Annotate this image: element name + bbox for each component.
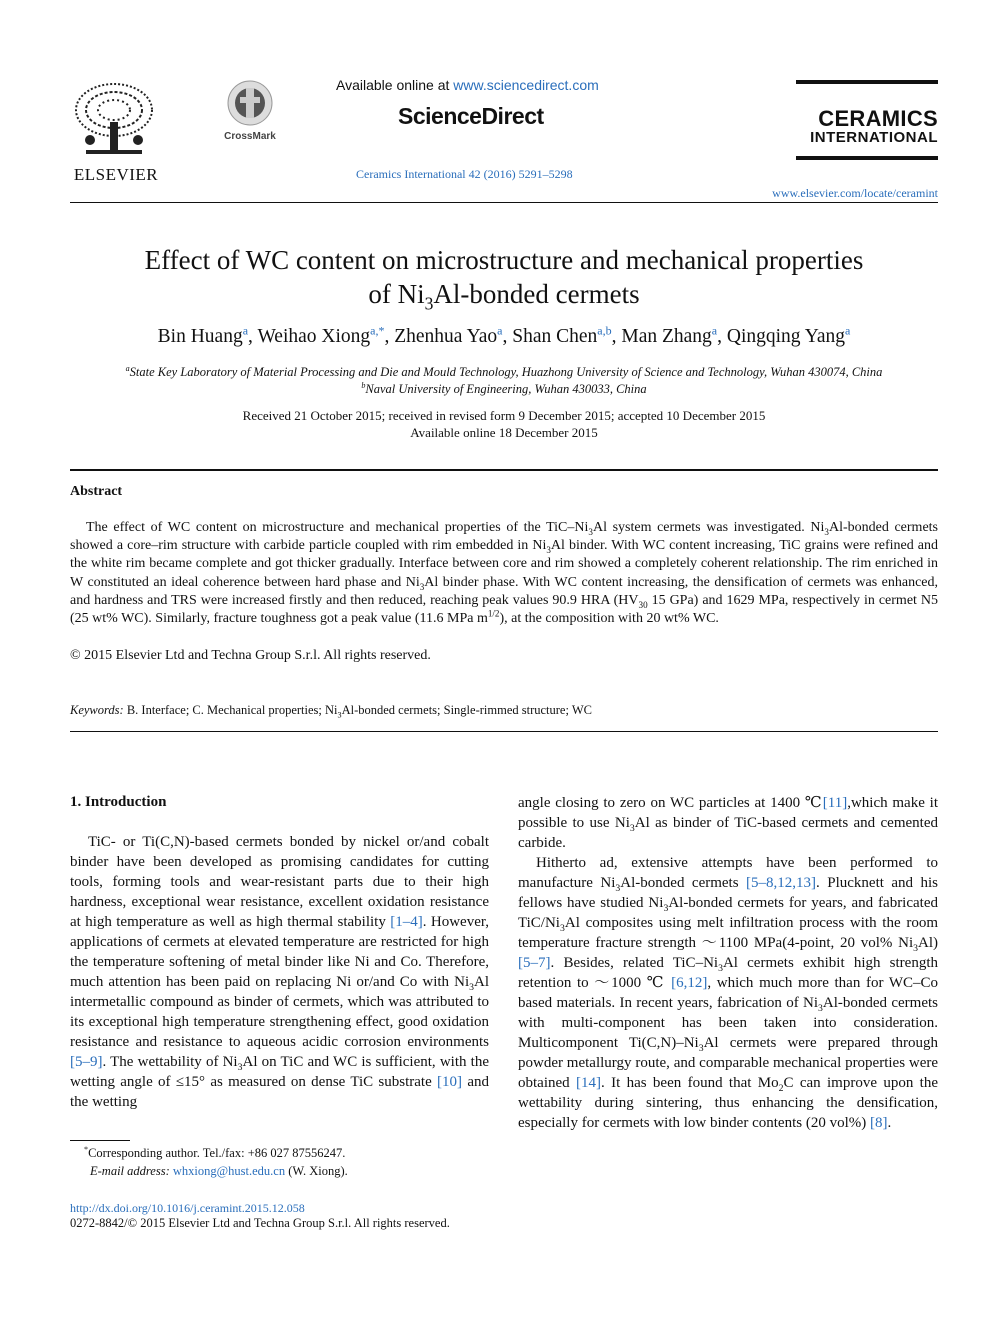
author[interactable]: Zhenhua Yao$^a$ — [394, 323, 503, 347]
body-column-left — [70, 832, 489, 1112]
header-divider — [70, 202, 938, 203]
section-heading-introduction: 1. Introduction — [70, 794, 167, 810]
email-link[interactable]: whxiong@hust.edu.cn — [172, 1164, 286, 1178]
author-list: Bin Huang$^a$, Weihao Xiong$^{a,*}$, Zhenhua Yao$^a$, Shan Chen$^{a,b}$, Man Zhang$^a$, Qingqing Yang$^a$ — [157, 323, 851, 347]
author[interactable]: Qingqing Yang$^a$ — [726, 323, 851, 347]
body-column-right — [518, 793, 938, 1133]
article-title — [70, 243, 938, 314]
article-dates — [70, 407, 938, 441]
crossmark-badge[interactable] — [220, 80, 280, 142]
masthead-rule-top — [796, 80, 938, 84]
email-note: E-mail address: whxiong@hust.edu.cn (W. Xiong). — [90, 1164, 348, 1178]
keywords: Keywords: B. Interface; C. Mechanical properties; $Ni_3Al$-bonded cermets; Single-rimmed structure; WC — [70, 703, 592, 720]
citation-link[interactable]: [14] — [576, 1075, 601, 1091]
issn-copyright: 0272-8842/© 2015 Elsevier Ltd and Techna Group S.r.l. All rights reserved. — [70, 1216, 450, 1230]
citation-link[interactable]: [5–7] — [518, 955, 551, 971]
author[interactable]: Man Zhang$^a$ — [621, 323, 718, 347]
author[interactable]: Shan Chen$^{a,b}$ — [512, 323, 612, 347]
abstract-heading: Abstract — [70, 484, 123, 499]
paragraph: angle closing to zero on WC particles at 1400 ℃[11],which make it possible to use $Ni_3Al$ as binder of TiC-based cermets and cemented carbide. — [518, 795, 938, 851]
sciencedirect-link[interactable]: www.sciencedirect.com — [453, 77, 599, 93]
citation-link[interactable]: [5–9] — [70, 1054, 103, 1070]
crossmark-icon — [227, 80, 273, 126]
paragraph: Hitherto ad, extensive attempts have been performed to manufacture $Ni_3Al$-bonded cermets [5–8,12,13]. Plucknett and his fellows have studied $Ni_3Al$-bonded cermets for years, and fabricated TiC/$Ni_3Al$ composites using melt infiltration process with the room temperature fracture strength ～1100 MPa(4-point, 20 vol% $Ni_3Al$) [5–7]. Besides, related TiC–$Ni_3Al$ cermets exhibit high strength retention to ～1000 ℃ [6,12], which much more than for WC–Co based materials. In recent years, fabrication of $Ni_3Al$-bonded cermets with multi-component has been taken into consideration. Multicomponent $Ti(C,N)-Ni_3Al$ cermets were prepared through powder metallurgy route, and comparable mechanical properties were obtained [14]. It has been found that $Mo_2C$ can improve upon the wettability during sintering, thus enhancing the densification, especially for cermets with low binder contents (20 vol%) [8]. — [518, 855, 938, 1131]
doi-link[interactable]: http://dx.doi.org/10.1016/j.ceramint.2015.12.058 — [70, 1201, 305, 1215]
available-online — [336, 77, 656, 93]
elsevier-logo — [70, 80, 162, 184]
abstract-rule-top — [70, 469, 938, 471]
journal-name-sub: INTERNATIONAL — [810, 129, 938, 146]
citation-link[interactable]: [8] — [869, 1115, 888, 1131]
affiliation-b: $^b$Naval University of Engineering, Wuhan 430033, China — [361, 380, 647, 396]
citation-link[interactable]: [1–4] — [390, 914, 423, 930]
journal-masthead — [796, 80, 938, 146]
footnote-rule — [70, 1140, 130, 1141]
available-online-prefix: Available online at — [336, 77, 454, 93]
affiliations — [70, 364, 938, 398]
journal-url[interactable]: www.elsevier.com/locate/ceramint — [772, 186, 938, 200]
citation-link[interactable]: [10] — [437, 1074, 463, 1090]
abstract-body: The effect of WC content on microstructure and mechanical properties of the TiC–$Ni_3Al$ system cermets was investigated. $Ni_3Al$-bonded cermets showed a core–rim structure with carbide particle coupled with rim embedded in $Ni_3Al$ binder. With WC content increasing, TiC grains were refined and the white rim became complete and got thicker gradually. Interface between core and rim showed a completely coherent relationship. The rim enriched in W constituted an ideal coherence between hard phase and $Ni_3Al$ binder phase. With WC content increasing, the densification of cermets was enhanced, and hardness and TRS were increased firstly and then reduced, reaching peak values 90.9 HRA ($HV_{30}$ 15 GPa) and 1629 MPa, respectively in cermet N5 (25 wt% WC). Similarly, fracture toughness got a peak value (11.6 MPa $m^{1/2}$), at the composition with 20 wt% WC. — [70, 520, 939, 627]
keywords-label: Keywords: — [70, 703, 124, 717]
available-date: Available online 18 December 2015 — [410, 425, 598, 440]
author[interactable]: Bin Huang$^a$ — [157, 323, 249, 347]
crossmark-label: CrossMark — [224, 131, 276, 142]
journal-name: CERAMICS — [818, 106, 938, 131]
affiliation-a: $^a$State Key Laboratory of Material Processing and Die and Mould Technology, Huazhong University of Science and Technology, Wuhan 430074, China — [125, 363, 883, 379]
abstract-copyright: © 2015 Elsevier Ltd and Techna Group S.r.l. All rights reserved. — [70, 648, 431, 663]
elsevier-wordmark: ELSEVIER — [73, 165, 159, 184]
citation-link[interactable]: [5–8,12,13] — [746, 875, 817, 891]
paragraph: TiC- or Ti(C,N)-based cermets bonded by nickel or/and cobalt binder have been developed as promising candidates for cutting tools, forming tools and wear-resistant parts due to their high hardness, exceptional wear resistance, excellent oxidation resistance at high temperature as well as high thermal stability [1–4]. However, applications of cermets at elevated temperature are restricted for high the temperature softening of metal binder like Ni and Co. Therefore, much attention has been paid on replacing Ni or/and Co with $Ni_3Al$ intermetallic compound as binder of cermets, which was attributed to its exceptional high temperature strengthening effect, good oxidation resistance and resistance to aqueous acidic corrosion environments [5–9]. The wettability of $Ni_3Al$ on TiC and WC is sufficient, with the wetting angle of ≤15° as measured on dense TiC substrate [10] and the wetting — [70, 834, 489, 1110]
citation-link[interactable]: [6,12] — [671, 975, 708, 991]
journal-citation[interactable]: Ceramics International 42 (2016) 5291–5298 — [356, 167, 573, 181]
abstract-rule-bottom — [70, 731, 938, 732]
elsevier-tree-icon — [70, 80, 158, 160]
masthead-rule-bottom — [796, 156, 938, 160]
title-line-2: of $Ni_3Al$-bonded cermets — [368, 279, 640, 314]
citation-link[interactable]: [11] — [822, 795, 848, 811]
title-line-1: Effect of WC content on microstructure and mechanical properties — [144, 245, 864, 275]
author[interactable]: Weihao Xiong$^{a,*}$ — [257, 323, 385, 347]
received-dates: Received 21 October 2015; received in revised form 9 December 2015; accepted 10 December 2015 — [242, 408, 766, 423]
sciencedirect-wordmark: ScienceDirect — [398, 103, 544, 129]
corresponding-author-note: *Corresponding author. Tel./fax: +86 027 87556247. — [84, 1144, 346, 1160]
